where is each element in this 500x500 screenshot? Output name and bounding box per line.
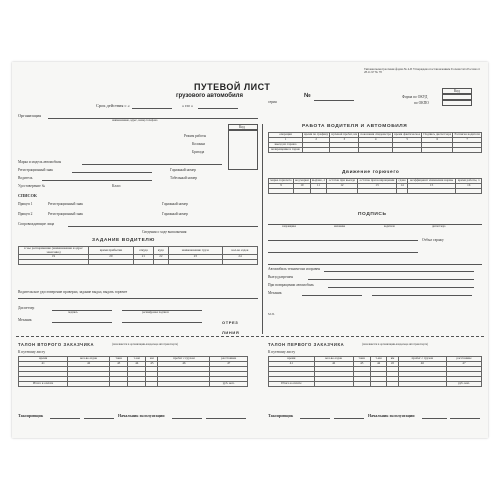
tear-header-2: ЛИНИЯ xyxy=(222,330,240,335)
garage-label: Гаражный номер xyxy=(170,168,196,172)
brigade-label: Бригада xyxy=(192,150,205,154)
tear-line xyxy=(16,336,484,337)
okud-label: Форма по ОКУД xyxy=(402,95,428,99)
signature-header: ПОДПИСЬ xyxy=(358,212,387,217)
dispatcher-label: Диспетчер xyxy=(18,306,35,310)
customer2-table: время кол-во ездок тонн т-км км пробег с грузом расстояние 41 42 43 44 45 46 47 Итого к оплате руб. коп. xyxy=(18,356,248,387)
form-note: Типовая межотраслевая форма № 4-П Утверждена постановлением Госкомстата России от 28.11.97 № 78 xyxy=(364,67,480,75)
number-label: № xyxy=(304,93,311,99)
work-header: РАБОТА ВОДИТЕЛЯ И АВТОМОБИЛЯ xyxy=(302,124,408,129)
valid-mid: » по « xyxy=(182,103,194,108)
driver-task-table: в чье распоряжение (наименование и адрес заказчика) время прибытия откуда куда наименование груза кол-во ездок 19 20 21 22 23 24 xyxy=(18,246,258,265)
column-label: Колонна xyxy=(192,142,205,146)
organization-label: Организация xyxy=(18,113,42,118)
driver-label: Водитель xyxy=(18,176,33,180)
taxi-label-right: Таксировщик xyxy=(268,413,294,418)
model-label: Марка и модель автомобиля xyxy=(18,160,62,164)
mechanic-label: Механик xyxy=(18,318,32,322)
departure-label: Выезд разрешен xyxy=(268,275,294,279)
org-caption: наименование, адрес, номер телефона xyxy=(112,119,158,122)
tear-header: ОТРЕЗ xyxy=(222,320,239,325)
trailer2-label: Прицеп 2 xyxy=(18,212,33,216)
class-label: Класс xyxy=(112,184,121,188)
exploit-label-right: Начальник эксплуатации xyxy=(368,413,415,418)
reg-label: Регистрационный знак xyxy=(18,168,53,172)
okud-code-header: Код xyxy=(442,88,472,94)
tech-label: Автомобиль технически исправен xyxy=(268,267,321,271)
okpo-field[interactable] xyxy=(442,100,472,106)
page-subtitle: грузового автомобиля xyxy=(176,93,243,99)
customer1-header: ТАЛОН ПЕРВОГО ЗАКАЗЧИКА xyxy=(268,342,345,347)
series-label: серия xyxy=(268,100,277,104)
escort-label: Сопровождающие лица xyxy=(18,222,55,226)
work-table: операция время по графику нулевой пробег, км показания спидометра время фактическое Подпись диспетчера Расписка водителя 1 2 3 4 5 6 7 выезд из гаража возвращение в гараж xyxy=(268,132,482,153)
exploit-label-left: Начальник эксплуатации xyxy=(118,413,165,418)
stamp-label: М.П. xyxy=(268,312,275,316)
driver-task-header: ЗАДАНИЕ ВОДИТЕЛЮ xyxy=(92,238,155,243)
trailer1-label: Прицеп 1 xyxy=(18,202,33,206)
okpo-label: по ОКПО xyxy=(414,101,429,105)
trailers-header: СПИСОК xyxy=(18,193,37,198)
taxi-label-left: Таксировщик xyxy=(18,413,44,418)
personnel-label: Табельный номер xyxy=(170,176,197,180)
cert-label: Удостоверение № xyxy=(18,184,46,188)
issue-label: Сведения о ходе выполнения xyxy=(142,230,187,234)
valid-label: Срок действия с « xyxy=(96,103,130,108)
mode-label: Режим работы xyxy=(184,134,207,138)
customer1-table: время кол-во ездок тонн т-км км пробег с грузом расстояние 41 42 43 44 45 46 47 Итого к оплате руб. коп. xyxy=(268,356,482,387)
waybill-sheet: Типовая межотраслевая форма № 4-П Утверждена постановлением Госкомстата России от 28.11.97 № 78 ПУТЕВОЙ ЛИСТ грузового автомобиля № Код Форма по ОКУД по ОКПО Срок действия с « » по « серия Организация наименование, адрес, номер телефона Код Режим работы Колонна Бригада Марка и модель автомобиля Регистрационный знак Гаражный номер Водитель Табельный номер Удостоверение № Класс СПИСОК Прицеп 1 Регистрационный знак Гаражный номер Прицеп 2 Регистрационный знак Гаражный номер Сопровождающие лица Сведения о ходе выполнения ЗАДАНИЕ ВОДИТЕЛЮ в чье распоряжение (наименование и адрес заказчика) время прибытия откуда куда наименование груза кол-во ездок 19 20 21 22 23 24 Водительское удостоверение проверил, задание выдал, выдать горючее Диспетчер подпись расшифровка подписи Механик РАБОТА ВОДИТЕЛЯ И АВТОМОБИЛЯ операция время по графику нулевой пробег, км показания спидометра время фактическое Подпись диспетчера Расписка водителя 1 2 3 4 5 6 7 выезд из гаража возвращение в гараж Движение горючего марка горючего код марки выдано, л остаток при выезде остаток при возвращении сдано коэффициент изменения нормы время работы, ч 9 10 11 12 13 14 15 16 ПОДПИСЬ заправщика механика водителя диспетчера Отбыл гаражу Автомобиль технически исправен Выезд разрешен При возвращении автомобиль Механик М.П. ОТРЕЗ ЛИНИЯ ТАЛОН ВТОРОГО ЗАКАЗЧИКА (заполняется в организации-владельце автотранспорта) ТАЛОН ПЕРВОГО ЗАКАЗЧИКА (заполняется в организации-владельце автотранспорта) К путевому листу К путевому листу время кол-во ездок тонн т-км км пробег с грузом расстояние 41 42 43 44 45 46 47 Итого к оплате руб. коп. время кол-во ездок тонн т-км км пробег с грузом расстояние 41 42 43 44 45 46 47 Итого к оплате руб. коп. Таксировщик Начальник эксплуатации Таксировщик Начальник эксплуатации xyxy=(12,62,488,438)
fuel-header: Движение горючего xyxy=(342,170,400,175)
mode-code-box[interactable] xyxy=(228,130,258,170)
driver-receipt: Водительское удостоверение проверил, задание выдал, выдать горючее xyxy=(18,290,128,294)
page-title: ПУТЕВОЙ ЛИСТ xyxy=(194,82,271,92)
fuel-table: марка горючего код марки выдано, л остаток при выезде остаток при возвращении сдано коэффициент изменения нормы время работы, ч 9 10 11 12 13 14 15 16 xyxy=(268,178,482,194)
customer2-header: ТАЛОН ВТОРОГО ЗАКАЗЧИКА xyxy=(18,342,95,347)
return-label: При возвращении автомобиль xyxy=(268,283,314,287)
